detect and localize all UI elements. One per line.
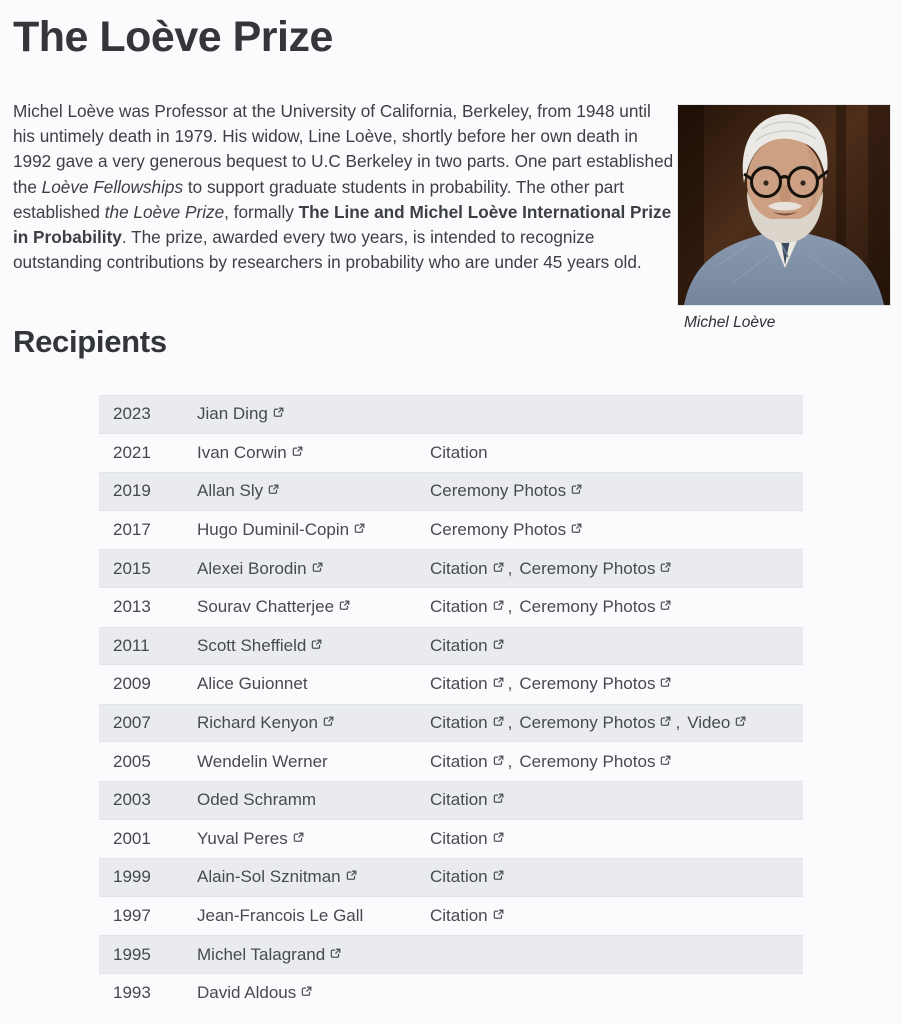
table-row	[99, 974, 803, 1013]
recipient-name-link[interactable]: David Aldous	[197, 983, 297, 1003]
recipient-name-link[interactable]: Scott Sheffield	[197, 635, 307, 655]
link-separator: ,	[507, 558, 513, 578]
link-citation[interactable]: Citation	[430, 597, 488, 617]
link-separator: ,	[675, 713, 681, 733]
recipient-name-link[interactable]: Jian Ding	[197, 404, 268, 424]
link-ceremony-photos[interactable]: Ceremony Photos	[519, 597, 656, 617]
table-row	[99, 627, 803, 666]
links-cell	[430, 829, 803, 849]
table-row	[99, 781, 803, 820]
recipient-name-cell	[197, 636, 430, 656]
external-link-icon	[493, 793, 504, 804]
recipient-name-cell	[197, 520, 430, 540]
links-cell	[430, 752, 803, 772]
recipient-name-cell	[197, 790, 430, 810]
year-cell: 2017	[113, 520, 151, 540]
portrait-figure	[678, 105, 890, 332]
recipient-name-cell	[197, 983, 430, 1003]
external-link-icon	[493, 716, 504, 727]
table-row	[99, 588, 803, 627]
links-cell	[430, 636, 803, 656]
links-cell	[430, 559, 803, 579]
link-ceremony-photos[interactable]: Ceremony Photos	[519, 713, 656, 733]
year-cell: 2001	[113, 828, 151, 848]
link-citation[interactable]: Citation	[430, 635, 488, 655]
year-cell: 1999	[113, 867, 151, 887]
link-ceremony-photos[interactable]: Ceremony Photos	[519, 674, 656, 694]
external-link-icon	[301, 986, 312, 997]
external-link-icon	[493, 870, 504, 881]
recipients-heading: Recipients	[13, 324, 167, 359]
external-link-icon	[346, 870, 357, 881]
external-link-icon	[293, 832, 304, 843]
recipient-name-link[interactable]: Hugo Duminil-Copin	[197, 520, 350, 540]
table-row	[99, 511, 803, 550]
external-link-icon	[493, 909, 504, 920]
intro-segment: the Loève Prize	[104, 201, 225, 222]
table-row	[99, 665, 803, 704]
links-cell	[430, 906, 803, 926]
photo-caption: Michel Loève	[684, 314, 776, 331]
recipients-table	[99, 395, 803, 1013]
link-citation[interactable]: Citation	[430, 442, 488, 462]
table-row	[99, 549, 803, 588]
external-link-icon	[323, 716, 334, 727]
table-row	[99, 820, 803, 859]
external-link-icon	[292, 446, 303, 457]
external-link-icon	[493, 639, 504, 650]
intro-segment: The Line and Michel Loève International Prize in Probability	[13, 201, 672, 248]
year-cell: 1993	[113, 983, 151, 1003]
table-row	[99, 897, 803, 936]
table-row	[99, 704, 803, 743]
link-ceremony-photos[interactable]: Ceremony Photos	[430, 520, 567, 540]
external-link-icon	[493, 562, 504, 573]
recipient-name-link[interactable]: Michel Talagrand	[197, 944, 326, 964]
table-row	[99, 935, 803, 974]
external-link-icon	[330, 948, 341, 959]
year-cell: 2007	[113, 713, 151, 733]
portrait-illustration	[678, 105, 890, 305]
external-link-icon	[660, 677, 671, 688]
external-link-icon	[660, 562, 671, 573]
recipient-name-link[interactable]: Ivan Corwin	[197, 442, 287, 462]
external-link-icon	[354, 523, 365, 534]
intro-segment: . The prize, awarded every two years, is intended to recognize outstanding contributions by researchers in probability who are under 45 years old.	[13, 227, 642, 273]
link-citation[interactable]: Citation	[430, 751, 488, 771]
recipient-name-link[interactable]: Richard Kenyon	[197, 713, 318, 733]
year-cell: 1997	[113, 906, 151, 926]
link-separator: ,	[507, 713, 513, 733]
external-link-icon	[660, 600, 671, 611]
table-row	[99, 395, 803, 434]
year-cell: 2003	[113, 790, 151, 810]
recipient-name-cell	[197, 829, 430, 849]
year-cell: 2021	[113, 442, 151, 462]
recipient-name-cell	[197, 674, 430, 694]
recipient-name-link[interactable]: Alexei Borodin	[197, 558, 307, 578]
external-link-icon	[493, 677, 504, 688]
link-separator: ,	[507, 751, 513, 771]
recipient-name-link: Oded Schramm	[197, 790, 317, 810]
page-title: The Loève Prize	[13, 13, 333, 61]
links-cell	[430, 713, 803, 733]
year-cell: 2013	[113, 597, 151, 617]
table-row	[99, 434, 803, 473]
external-link-icon	[735, 716, 746, 727]
link-ceremony-photos[interactable]: Ceremony Photos	[430, 481, 567, 501]
link-citation[interactable]: Citation	[430, 713, 488, 733]
external-link-icon	[660, 755, 671, 766]
external-link-icon	[660, 716, 671, 727]
table-row	[99, 472, 803, 511]
external-link-icon	[493, 600, 504, 611]
recipient-name-cell	[197, 443, 430, 463]
recipient-name-link[interactable]: Allan Sly	[197, 481, 264, 501]
recipient-name-cell	[197, 752, 430, 772]
year-cell: 2009	[113, 674, 151, 694]
year-cell: 2015	[113, 558, 151, 578]
year-cell: 2005	[113, 751, 151, 771]
year-cell: 2023	[113, 404, 151, 424]
links-cell	[430, 597, 803, 617]
year-cell: 2011	[113, 635, 150, 655]
recipient-name-cell	[197, 597, 430, 617]
links-cell	[430, 674, 803, 694]
link-ceremony-photos[interactable]: Ceremony Photos	[519, 558, 656, 578]
links-cell	[430, 867, 803, 887]
link-separator: ,	[507, 597, 513, 617]
link-ceremony-photos[interactable]: Ceremony Photos	[519, 751, 656, 771]
recipient-name-link: Jean-Francois Le Gall	[197, 906, 364, 926]
link-separator: ,	[507, 674, 513, 694]
table-row	[99, 742, 803, 781]
link-citation[interactable]: Citation	[430, 906, 488, 926]
recipient-name-cell	[197, 906, 430, 926]
link-citation[interactable]: Citation	[430, 828, 488, 848]
intro-segment: Michel Loève was Professor at the University of California, Berkeley, from 1948 until his untimely death in 1979. His widow, Line Loève, shortly before her own death in 1992 gave a very generous bequest to U.C Berkeley in two parts. One part established the	[13, 101, 674, 197]
link-citation[interactable]: Citation	[430, 674, 488, 694]
recipient-name-cell	[197, 559, 430, 579]
link-citation[interactable]: Citation	[430, 558, 488, 578]
table-row	[99, 858, 803, 897]
link-citation[interactable]: Citation	[430, 790, 488, 810]
intro-segment: to support graduate students in probability. The other part established	[13, 176, 624, 222]
external-link-icon	[311, 639, 322, 650]
michel-loeve-photo	[678, 105, 890, 305]
external-link-icon	[268, 484, 279, 495]
recipient-name-link[interactable]: Sourav Chatterjee	[197, 597, 335, 617]
external-link-icon	[312, 562, 323, 573]
recipient-name-cell	[197, 713, 430, 733]
external-link-icon	[571, 484, 582, 495]
link-video[interactable]: Video	[687, 713, 731, 733]
year-cell: 1995	[113, 944, 151, 964]
recipient-name-cell	[197, 867, 430, 887]
external-link-icon	[339, 600, 350, 611]
external-link-icon	[273, 407, 284, 418]
intro-segment: , formally	[224, 201, 299, 222]
links-cell	[430, 443, 803, 463]
external-link-icon	[493, 755, 504, 766]
recipient-name-link[interactable]: Yuval Peres	[197, 828, 288, 848]
recipient-name-link[interactable]: Alain-Sol Sznitman	[197, 867, 341, 887]
recipient-name-link: Alice Guionnet	[197, 674, 308, 694]
intro-segment: Loève Fellowships	[41, 176, 184, 197]
external-link-icon	[493, 832, 504, 843]
recipient-name-cell	[197, 945, 430, 965]
recipient-name-cell	[197, 481, 430, 501]
links-cell	[430, 481, 803, 501]
recipient-name-link: Wendelin Werner	[197, 751, 328, 771]
links-cell	[430, 520, 803, 540]
year-cell: 2019	[113, 481, 151, 501]
intro-paragraph	[13, 99, 677, 275]
link-citation[interactable]: Citation	[430, 867, 488, 887]
recipient-name-cell	[197, 404, 430, 424]
external-link-icon	[571, 523, 582, 534]
links-cell	[430, 790, 803, 810]
